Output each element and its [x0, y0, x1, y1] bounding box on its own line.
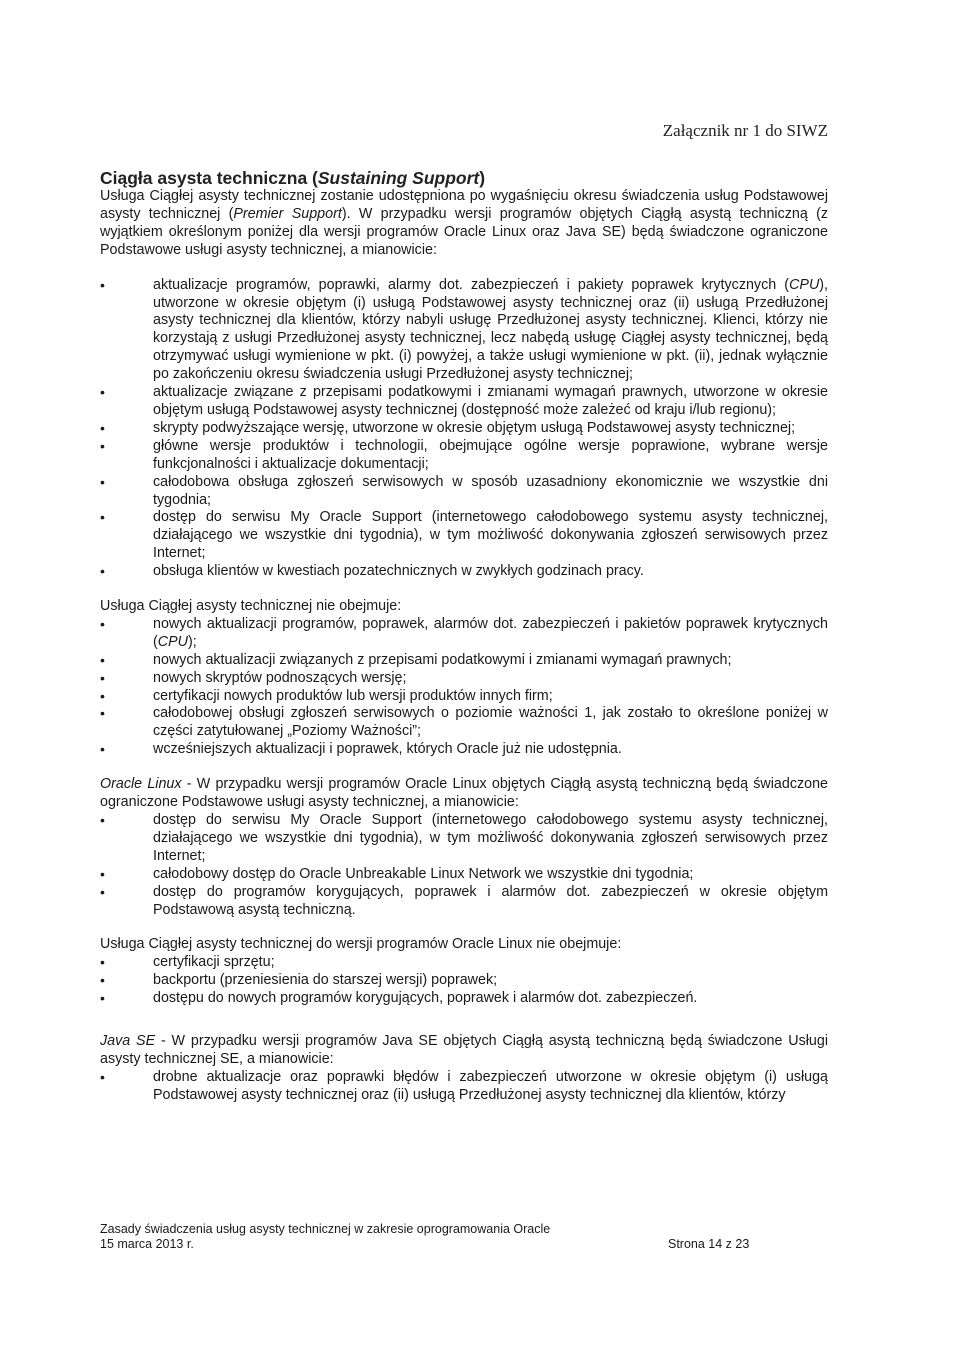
java-se-services-list	[100, 1069, 828, 1105]
list-item: • nowych aktualizacji związanych z przepisami podatkowymi i zmianami wymagań prawnych;	[100, 652, 828, 670]
list-item: • nowych aktualizacji programów, poprawek, alarmów dot. zabezpieczeń i pakietów poprawek krytycznych (CPU);	[100, 616, 828, 652]
list-item: • dostępu do nowych programów korygujących, poprawek i alarmów dot. zabezpieczeń.	[100, 990, 828, 1008]
java-se-intro: Java SE - W przypadku wersji programów Java SE objętych Ciągłą asystą techniczną będą świadczone Usługi asysty technicznej SE, a mianowicie:	[100, 1033, 828, 1067]
list-item: • główne wersje produktów i technologii, obejmujące ogólne wersje poprawione, wybrane wersje funkcjonalności i aktualizacje dokumentacji;	[100, 438, 828, 474]
list-item: • certyfikacji sprzętu;	[100, 954, 828, 972]
linux-exclusions-list	[100, 954, 828, 1008]
section-intro: Usługa Ciągłej asysty technicznej zostanie udostępniona po wygaśnięciu okresu świadczenia usług Podstawowej asysty technicznej (Premier Support). W przypadku wersji programów objętych Ciągłą asystą techniczną (z wyjątkiem określonym poniżej dla wersji programów Oracle Linux oraz Java SE) będą świadczone ograniczone Podstawowe usługi asysty technicznej, a mianowicie:	[100, 188, 829, 258]
list-item: • drobne aktualizacje oraz poprawki błędów i zabezpieczeń utworzone w okresie objętym (i) usługą Podstawowej asysty technicznej oraz (ii) usługą Przedłużonej asysty technicznej dla klientów, którzy	[100, 1069, 828, 1105]
attachment-label: Załącznik nr 1 do SIWZ	[662, 121, 828, 140]
list-item: • całodobowa obsługa zgłoszeń serwisowych w sposób uzasadniony ekonomicznie we wszystkie dni tygodnia;	[100, 474, 828, 510]
list-item: • backportu (przeniesienia do starszej wersji) poprawek;	[100, 972, 828, 990]
list-item: • dostęp do serwisu My Oracle Support (internetowego całodobowego systemu asysty technicznej, działającego we wszystkie dni tygodnia), w tym możliwość dokonywania zgłoszeń serwisowych przez Internet;	[100, 509, 828, 563]
linux-exclusions-intro: Usługa Ciągłej asysty technicznej do wersji programów Oracle Linux nie obejmuje:	[100, 936, 622, 953]
list-item: • aktualizacje związane z przepisami podatkowymi i zmianami wymagań prawnych, utworzone w okresie objętym usługą Podstawowej asysty technicznej (dostępność może zależeć od kraju i/lub regionu);	[100, 384, 828, 420]
footer-doc-title: Zasady świadczenia usług asysty technicznej w zakresie oprogramowania Oracle	[100, 1222, 551, 1236]
list-item: • skrypty podwyższające wersję, utworzone w okresie objętym usługą Podstawowej asysty technicznej;	[100, 420, 828, 438]
list-item: • dostęp do programów korygujących, poprawek i alarmów dot. zabezpieczeń w okresie objętym Podstawową asystą techniczną.	[100, 884, 828, 920]
oracle-linux-services-list	[100, 812, 828, 919]
footer-date: 15 marca 2013 r.	[100, 1237, 194, 1251]
list-item: • całodobowej obsługi zgłoszeń serwisowych o poziomie ważności 1, jak zostało to określone poniżej w części zatytułowanej „Poziomy Ważności”;	[100, 705, 828, 741]
footer-left	[100, 1222, 550, 1252]
list-item: • wcześniejszych aktualizacji i poprawek, których Oracle już nie udostępnia.	[100, 741, 828, 759]
list-item: • dostęp do serwisu My Oracle Support (internetowego całodobowego systemu asysty technicznej, działającego we wszystkie dni tygodnia), w tym możliwość dokonywania zgłoszeń serwisowych przez Internet;	[100, 812, 828, 866]
section-title: Ciągła asysta techniczna (Sustaining Support)	[100, 168, 486, 188]
list-item: • obsługa klientów w kwestiach pozatechnicznych w zwykłych godzinach pracy.	[100, 563, 828, 581]
excluded-services-list	[100, 616, 828, 759]
included-services-list	[100, 277, 828, 581]
oracle-linux-intro: Oracle Linux - W przypadku wersji programów Oracle Linux objętych Ciągłą asystą techniczną będą świadczone ograniczone Podstawowe usługi asysty technicznej, a mianowicie:	[100, 776, 828, 811]
list-item: • nowych skryptów podnoszących wersję;	[100, 670, 828, 688]
exclusions-intro: Usługa Ciągłej asysty technicznej nie obejmuje:	[100, 598, 402, 615]
list-item: • aktualizacje programów, poprawki, alarmy dot. zabezpieczeń i pakiety poprawek krytycznych (CPU), utworzone w okresie objętym (i) usługą Podstawowej asysty technicznej oraz (ii) usługą Przedłużonej asysty technicznej dla klientów, którzy nabyli usługę Przedłużonej asysty technicznej. Klienci, którzy nie korzystają z usługi Przedłużonej asysty technicznej, lecz nabędą usługę Ciągłej asysty technicznej, będą otrzymywać usługi wymienione w pkt. (i) powyżej, a także usługi wymienione w pkt. (ii), jednak wyłącznie po zakończeniu okresu świadczenia usługi Przedłużonej asysty technicznej;	[100, 277, 828, 384]
list-item: • certyfikacji nowych produktów lub wersji produktów innych firm;	[100, 688, 828, 706]
list-item: • całodobowy dostęp do Oracle Unbreakable Linux Network we wszystkie dni tygodnia;	[100, 866, 828, 884]
page-number: Strona 14 z 23	[668, 1237, 750, 1251]
document-body	[100, 168, 828, 1105]
